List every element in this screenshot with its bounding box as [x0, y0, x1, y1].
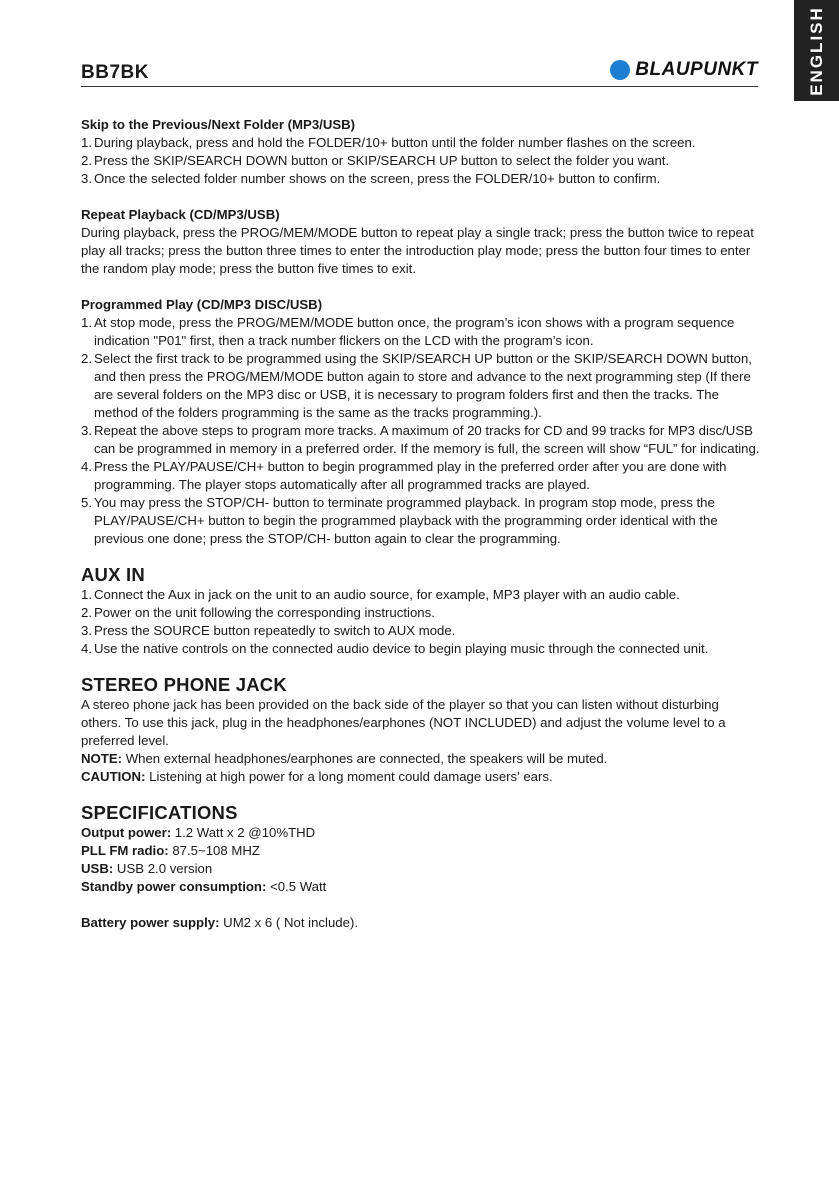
- step-number: 2.: [81, 153, 92, 168]
- step-number: 3.: [81, 623, 92, 638]
- spec-value: <0.5 Watt: [266, 879, 327, 894]
- programmed-play-steps: [81, 314, 761, 548]
- step-number: 1.: [81, 587, 92, 602]
- list-item: [81, 152, 761, 170]
- spec-label: PLL FM radio:: [81, 843, 169, 858]
- list-item: [81, 170, 761, 188]
- battery-label: Battery power supply:: [81, 915, 220, 930]
- spec-row: [81, 878, 761, 896]
- step-number: 2.: [81, 605, 92, 620]
- brand-name: BLAUPUNKT: [635, 59, 758, 80]
- step-text: Power on the unit following the corresponding instructions.: [94, 605, 435, 620]
- spec-value: 87.5~108 MHZ: [168, 843, 260, 858]
- skip-folder-steps: [81, 134, 761, 188]
- page-header: [81, 56, 758, 87]
- repeat-playback-body: During playback, press the PROG/MEM/MODE button to repeat play a single track; press the button twice to repeat play all tracks; press the button three times to enter the introduction play mode; press the button four times to enter the random play mode; press the button five times to exit.: [81, 225, 754, 276]
- spec-value: USB 2.0 version: [113, 861, 213, 876]
- step-number: 5.: [81, 495, 92, 510]
- list-item: [81, 586, 761, 604]
- step-text: Connect the Aux in jack on the unit to an audio source, for example, MP3 player with an audio cable.: [94, 587, 680, 602]
- spec-label: USB:: [81, 861, 114, 876]
- battery-value: UM2 x 6 ( Not include).: [219, 915, 359, 930]
- list-item: [81, 640, 761, 658]
- language-tab-label: ENGLISH: [806, 5, 826, 96]
- step-text: Once the selected folder number shows on the screen, press the FOLDER/10+ button to confirm.: [94, 171, 661, 186]
- list-item: [81, 134, 761, 152]
- aux-in-heading: AUX IN: [81, 564, 145, 585]
- caution-line: [81, 768, 761, 786]
- brand-logo: [610, 59, 758, 81]
- step-number: 3.: [81, 171, 92, 186]
- step-text: At stop mode, press the PROG/MEM/MODE button once, the program’s icon shows with a program sequence indication "P01" first, then a track number flickers on the LCD with the program’s icon.: [94, 315, 735, 348]
- step-text: Repeat the above steps to program more tracks. A maximum of 20 tracks for CD and 99 tracks for MP3 disc/USB can be programmed in memory in a preferred order. If the memory is full, the screen will show “FUL” for indicating.: [94, 423, 760, 456]
- step-number: 1.: [81, 135, 92, 150]
- stereo-phone-jack-heading: STEREO PHONE JACK: [81, 674, 287, 695]
- brand-dot-icon: [610, 60, 630, 80]
- spec-row: [81, 860, 761, 878]
- caution-label: CAUTION:: [81, 769, 146, 784]
- note-text: When external headphones/earphones are connected, the speakers will be muted.: [122, 751, 608, 766]
- specifications-heading: SPECIFICATIONS: [81, 802, 238, 823]
- list-item: [81, 494, 761, 548]
- aux-in-steps: [81, 586, 761, 658]
- programmed-play-heading: Programmed Play (CD/MP3 DISC/USB): [81, 297, 323, 312]
- manual-content: [81, 116, 761, 932]
- spec-value: 1.2 Watt x 2 @10%THD: [171, 825, 316, 840]
- spec-label: Standby power consumption:: [81, 879, 267, 894]
- step-text: Press the SKIP/SEARCH DOWN button or SKIP/SEARCH UP button to select the folder you want.: [94, 153, 670, 168]
- skip-folder-heading: Skip to the Previous/Next Folder (MP3/USB): [81, 117, 356, 132]
- step-text: Use the native controls on the connected audio device to begin playing music through the connected unit.: [94, 641, 709, 656]
- step-text: Press the PLAY/PAUSE/CH+ button to begin programmed play in the preferred order after you are done with programming. The player stops automatically after all programmed tracks are played.: [94, 459, 727, 492]
- note-line: [81, 750, 761, 768]
- spec-row: [81, 824, 761, 842]
- step-number: 2.: [81, 351, 92, 366]
- list-item: [81, 422, 761, 458]
- spec-label: Output power:: [81, 825, 172, 840]
- note-label: NOTE:: [81, 751, 123, 766]
- step-number: 1.: [81, 315, 92, 330]
- step-number: 4.: [81, 459, 92, 474]
- repeat-playback-heading: Repeat Playback (CD/MP3/USB): [81, 207, 280, 222]
- step-number: 4.: [81, 641, 92, 656]
- stereo-phone-jack-body: A stereo phone jack has been provided on the back side of the player so that you can listen without disturbing others. To use this jack, plug in the headphones/earphones (NOT INCLUDED) and adjust the volume level to a preferred level.: [81, 697, 726, 748]
- list-item: [81, 622, 761, 640]
- step-text: You may press the STOP/CH- button to terminate programmed playback. In program stop mode, press the PLAY/PAUSE/CH+ button to begin the programmed playback with the programming order identical with the previous one done; press the STOP/CH- button again to clear the programming.: [94, 495, 718, 546]
- list-item: [81, 604, 761, 622]
- list-item: [81, 350, 761, 422]
- list-item: [81, 314, 761, 350]
- caution-text: Listening at high power for a long moment could damage users' ears.: [145, 769, 553, 784]
- list-item: [81, 458, 761, 494]
- step-text: Press the SOURCE button repeatedly to switch to AUX mode.: [94, 623, 456, 638]
- step-text: Select the first track to be programmed using the SKIP/SEARCH UP button or the SKIP/SEARCH DOWN button, and then press the PROG/MEM/MODE button again to store and advance to the next programming step (If there are several folders on the MP3 disc or USB, it is necessary to program folders first and then the tracks. The method of the folders programming is the same as the tracks programming.).: [94, 351, 752, 420]
- step-text: During playback, press and hold the FOLDER/10+ button until the folder number flashes on the screen.: [94, 135, 696, 150]
- spec-row: [81, 842, 761, 860]
- model-number: BB7BK: [81, 62, 149, 83]
- language-tab: [794, 0, 839, 101]
- battery-row: [81, 914, 761, 932]
- step-number: 3.: [81, 423, 92, 438]
